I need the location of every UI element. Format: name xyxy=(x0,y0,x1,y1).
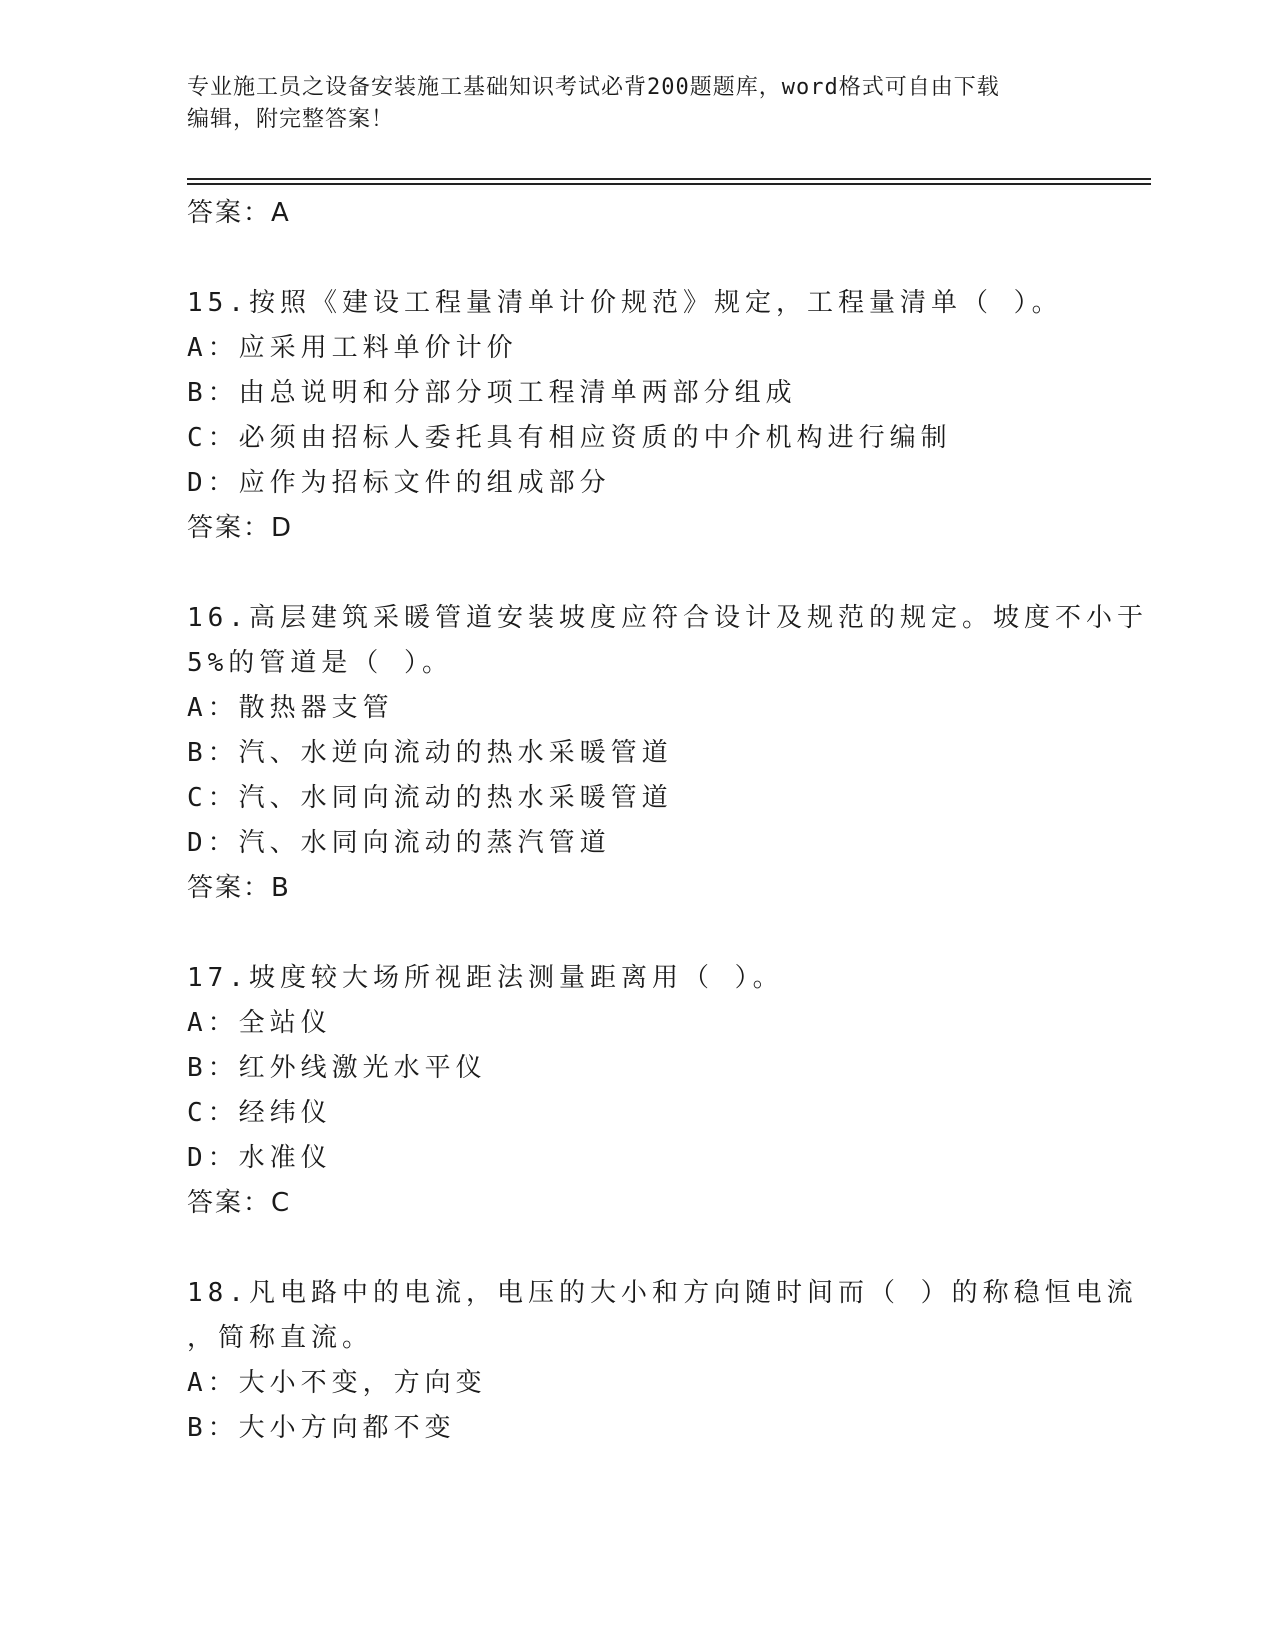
question-16 xyxy=(187,596,1148,911)
question-18 xyxy=(187,1271,1137,1451)
header-divider-bottom xyxy=(187,183,1151,185)
option-b: B：汽、水逆向流动的热水采暖管道 xyxy=(187,738,673,768)
question-text: 18.凡电路中的电流，电压的大小和方向随时间而（ ）的称稳恒电流 xyxy=(187,1278,1138,1308)
option-b: B：大小方向都不变 xyxy=(187,1413,456,1443)
option-b: B：由总说明和分部分项工程清单两部分组成 xyxy=(187,378,797,408)
spacer xyxy=(187,551,1137,596)
question-text-continued: ，简称直流。 xyxy=(187,1323,374,1353)
option-a: A：大小不变，方向变 xyxy=(187,1368,487,1398)
question-list xyxy=(187,191,1148,1451)
question-text-continued: 5%的管道是（ ）。 xyxy=(187,648,453,678)
header-line-1: 专业施工员之设备安装施工基础知识考试必背200题题库，word格式可自由下载 xyxy=(187,75,1000,100)
option-a: A：全站仪 xyxy=(187,1008,332,1038)
question-17 xyxy=(187,956,1137,1226)
option-a: A：应采用工料单价计价 xyxy=(187,333,518,363)
page-header xyxy=(187,72,1087,136)
question-text: 17.坡度较大场所视距法测量距离用（ ）。 xyxy=(187,963,784,993)
option-a: A：散热器支管 xyxy=(187,693,394,723)
previous-answer: 答案：A xyxy=(187,198,291,228)
question-text: 16.高层建筑采暖管道安装坡度应符合设计及规范的规定。坡度不小于 xyxy=(187,603,1148,633)
question-15 xyxy=(187,281,1137,551)
header-line-2: 编辑，附完整答案！ xyxy=(187,107,395,132)
question-text: 15.按照《建设工程量清单计价规范》规定，工程量清单（ ）。 xyxy=(187,288,1063,318)
option-c: C：必须由招标人委托具有相应资质的中介机构进行编制 xyxy=(187,423,952,453)
option-c: C：经纬仪 xyxy=(187,1098,332,1128)
option-c: C：汽、水同向流动的热水采暖管道 xyxy=(187,783,673,813)
answer: 答案：C xyxy=(187,1188,292,1218)
option-b: B：红外线激光水平仪 xyxy=(187,1053,487,1083)
option-d: D：应作为招标文件的组成部分 xyxy=(187,468,611,498)
spacer xyxy=(187,236,1137,281)
answer: 答案：B xyxy=(187,873,291,903)
option-d: D：汽、水同向流动的蒸汽管道 xyxy=(187,828,611,858)
option-d: D：水准仪 xyxy=(187,1143,332,1173)
spacer xyxy=(187,911,1137,956)
answer: 答案：D xyxy=(187,513,294,543)
header-divider-top xyxy=(187,178,1151,180)
spacer xyxy=(187,1226,1137,1271)
